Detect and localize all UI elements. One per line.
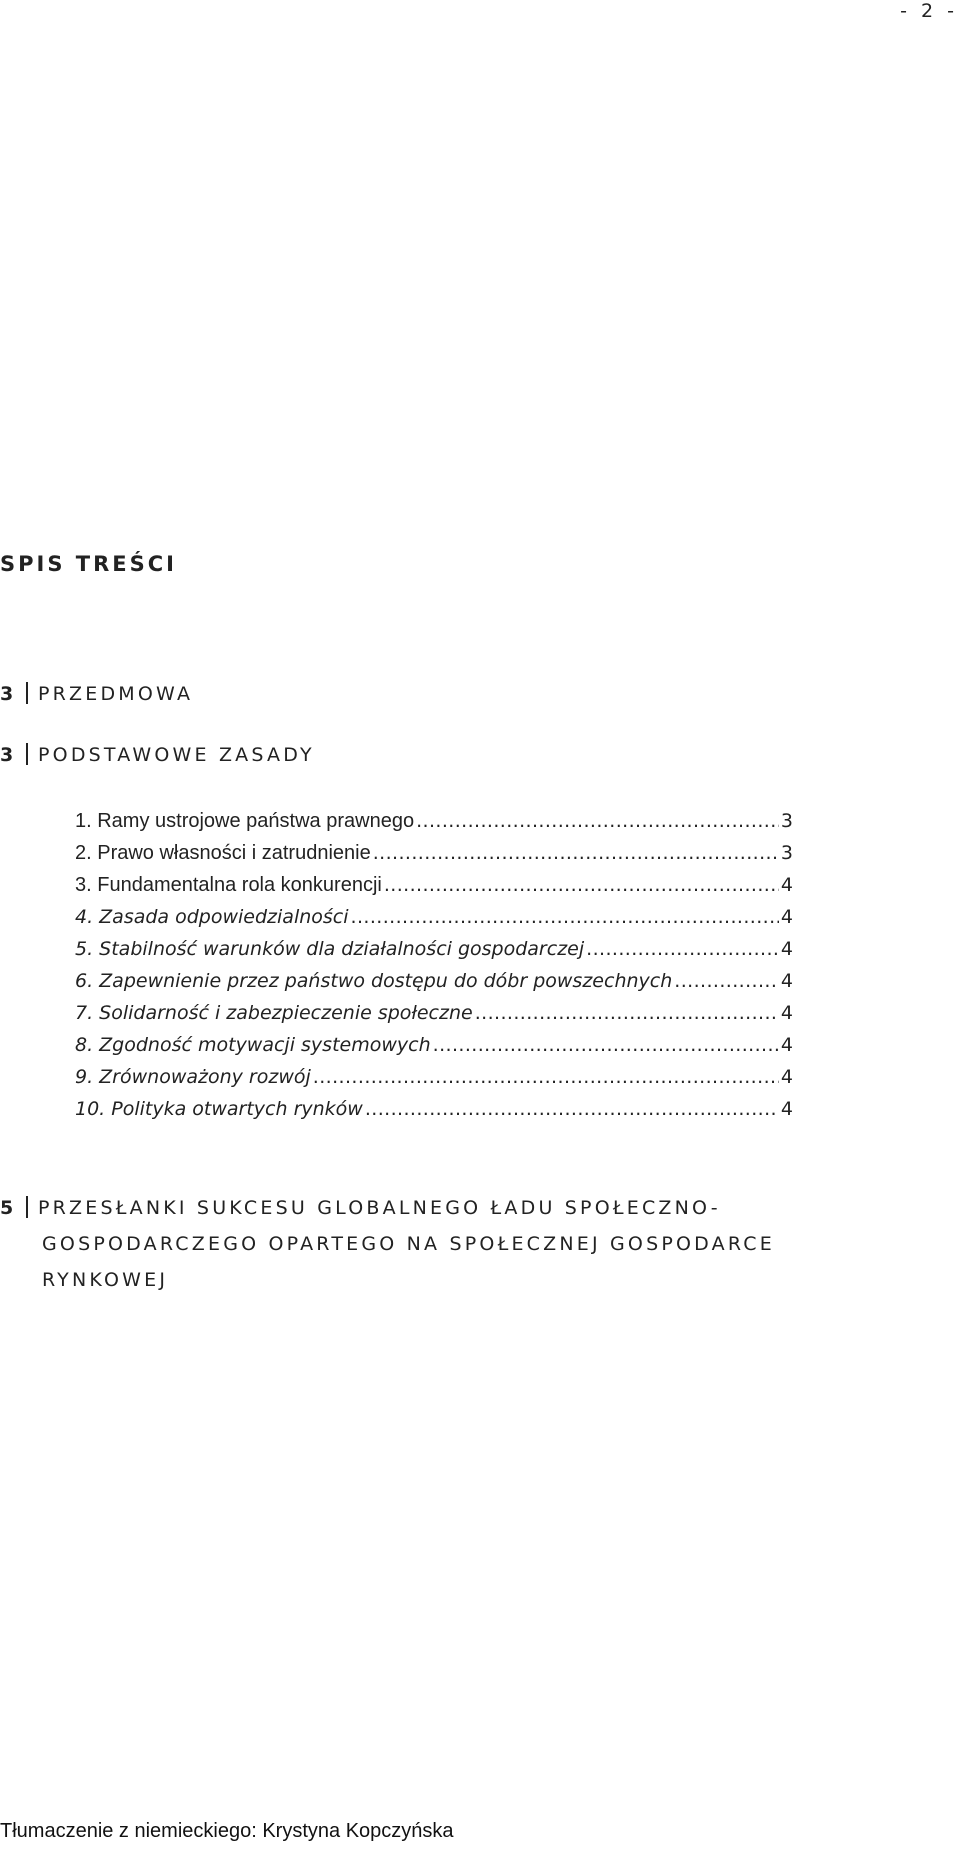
toc-item-page: 4 <box>780 1034 793 1056</box>
toc-item-page: 3 <box>780 842 793 864</box>
section-page-number: 5 <box>0 1197 14 1219</box>
toc-section-podstawowe-zasady[interactable] <box>0 737 315 773</box>
toc-item[interactable] <box>75 837 793 869</box>
toc-item-page: 4 <box>780 1066 793 1088</box>
toc-item-label: 9. Zrównoważony rozwój <box>75 1066 311 1088</box>
toc-item[interactable] <box>75 933 793 965</box>
toc-item[interactable] <box>75 997 793 1029</box>
section-title-line-2: GOSPODARCZEGO OPARTEGO NA SPOŁECZNEJ GOSPODARCE <box>42 1233 775 1255</box>
toc-item-label: 10. Polityka otwartych rynków <box>75 1098 363 1120</box>
toc-item-label: 8. Zgodność motywacji systemowych <box>75 1034 431 1056</box>
section-title: PRZEDMOWA <box>38 683 194 705</box>
toc-item-page: 4 <box>780 938 793 960</box>
toc-item-page: 4 <box>780 906 793 928</box>
section-divider <box>26 682 28 704</box>
toc-item[interactable] <box>75 805 793 837</box>
section-page-number: 3 <box>0 683 14 705</box>
dot-leader <box>416 805 779 837</box>
toc-item[interactable] <box>75 965 793 997</box>
dot-leader <box>365 1093 779 1125</box>
toc-item-label: 4. Zasada odpowiedzialności <box>75 906 349 928</box>
dot-leader <box>351 901 779 933</box>
section-title: PODSTAWOWE ZASADY <box>38 744 315 766</box>
toc-section-przeslanki-sukcesu[interactable] <box>0 1190 775 1298</box>
toc-item-label: 6. Zapewnienie przez państwo dostępu do dóbr powszechnych <box>75 970 673 992</box>
toc-item[interactable] <box>75 869 793 901</box>
toc-item[interactable] <box>75 1093 793 1125</box>
toc-item[interactable] <box>75 901 793 933</box>
dot-leader <box>586 933 779 965</box>
toc-subitems <box>75 805 793 1125</box>
section-title-line-1: PRZESŁANKI SUKCESU GLOBALNEGO ŁADU SPOŁECZNO- <box>38 1197 721 1219</box>
toc-title: SPIS TREŚCI <box>0 552 177 576</box>
section-divider <box>26 1196 28 1218</box>
section-title-line-3: RYNKOWEJ <box>42 1269 169 1291</box>
toc-item-label: 7. Solidarność i zabezpieczenie społeczne <box>75 1002 473 1024</box>
dot-leader <box>384 869 779 901</box>
section-page-number: 3 <box>0 744 14 766</box>
dot-leader <box>373 837 779 869</box>
dot-leader <box>674 965 779 997</box>
toc-item-label: 5. Stabilność warunków dla działalności gospodarczej <box>75 938 585 960</box>
toc-item-page: 3 <box>780 810 793 832</box>
toc-item-label: 1. Ramy ustrojowe państwa prawnego <box>75 810 415 832</box>
toc-item-page: 4 <box>780 970 793 992</box>
toc-item-page: 4 <box>780 874 793 896</box>
dot-leader <box>475 997 779 1029</box>
toc-item-label: 3. Fundamentalna rola konkurencji <box>75 874 382 896</box>
toc-item-page: 4 <box>780 1002 793 1024</box>
toc-item[interactable] <box>75 1029 793 1061</box>
dot-leader <box>433 1029 779 1061</box>
translator-credit: Tłumaczenie z niemieckiego: Krystyna Kopczyńska <box>0 1820 454 1842</box>
dot-leader <box>313 1061 779 1093</box>
toc-item-label: 2. Prawo własności i zatrudnienie <box>75 842 371 864</box>
toc-item-page: 4 <box>780 1098 793 1120</box>
toc-section-przedmowa[interactable] <box>0 676 193 712</box>
page-number: - 2 - <box>900 0 958 22</box>
section-divider <box>26 743 28 765</box>
toc-item[interactable] <box>75 1061 793 1093</box>
